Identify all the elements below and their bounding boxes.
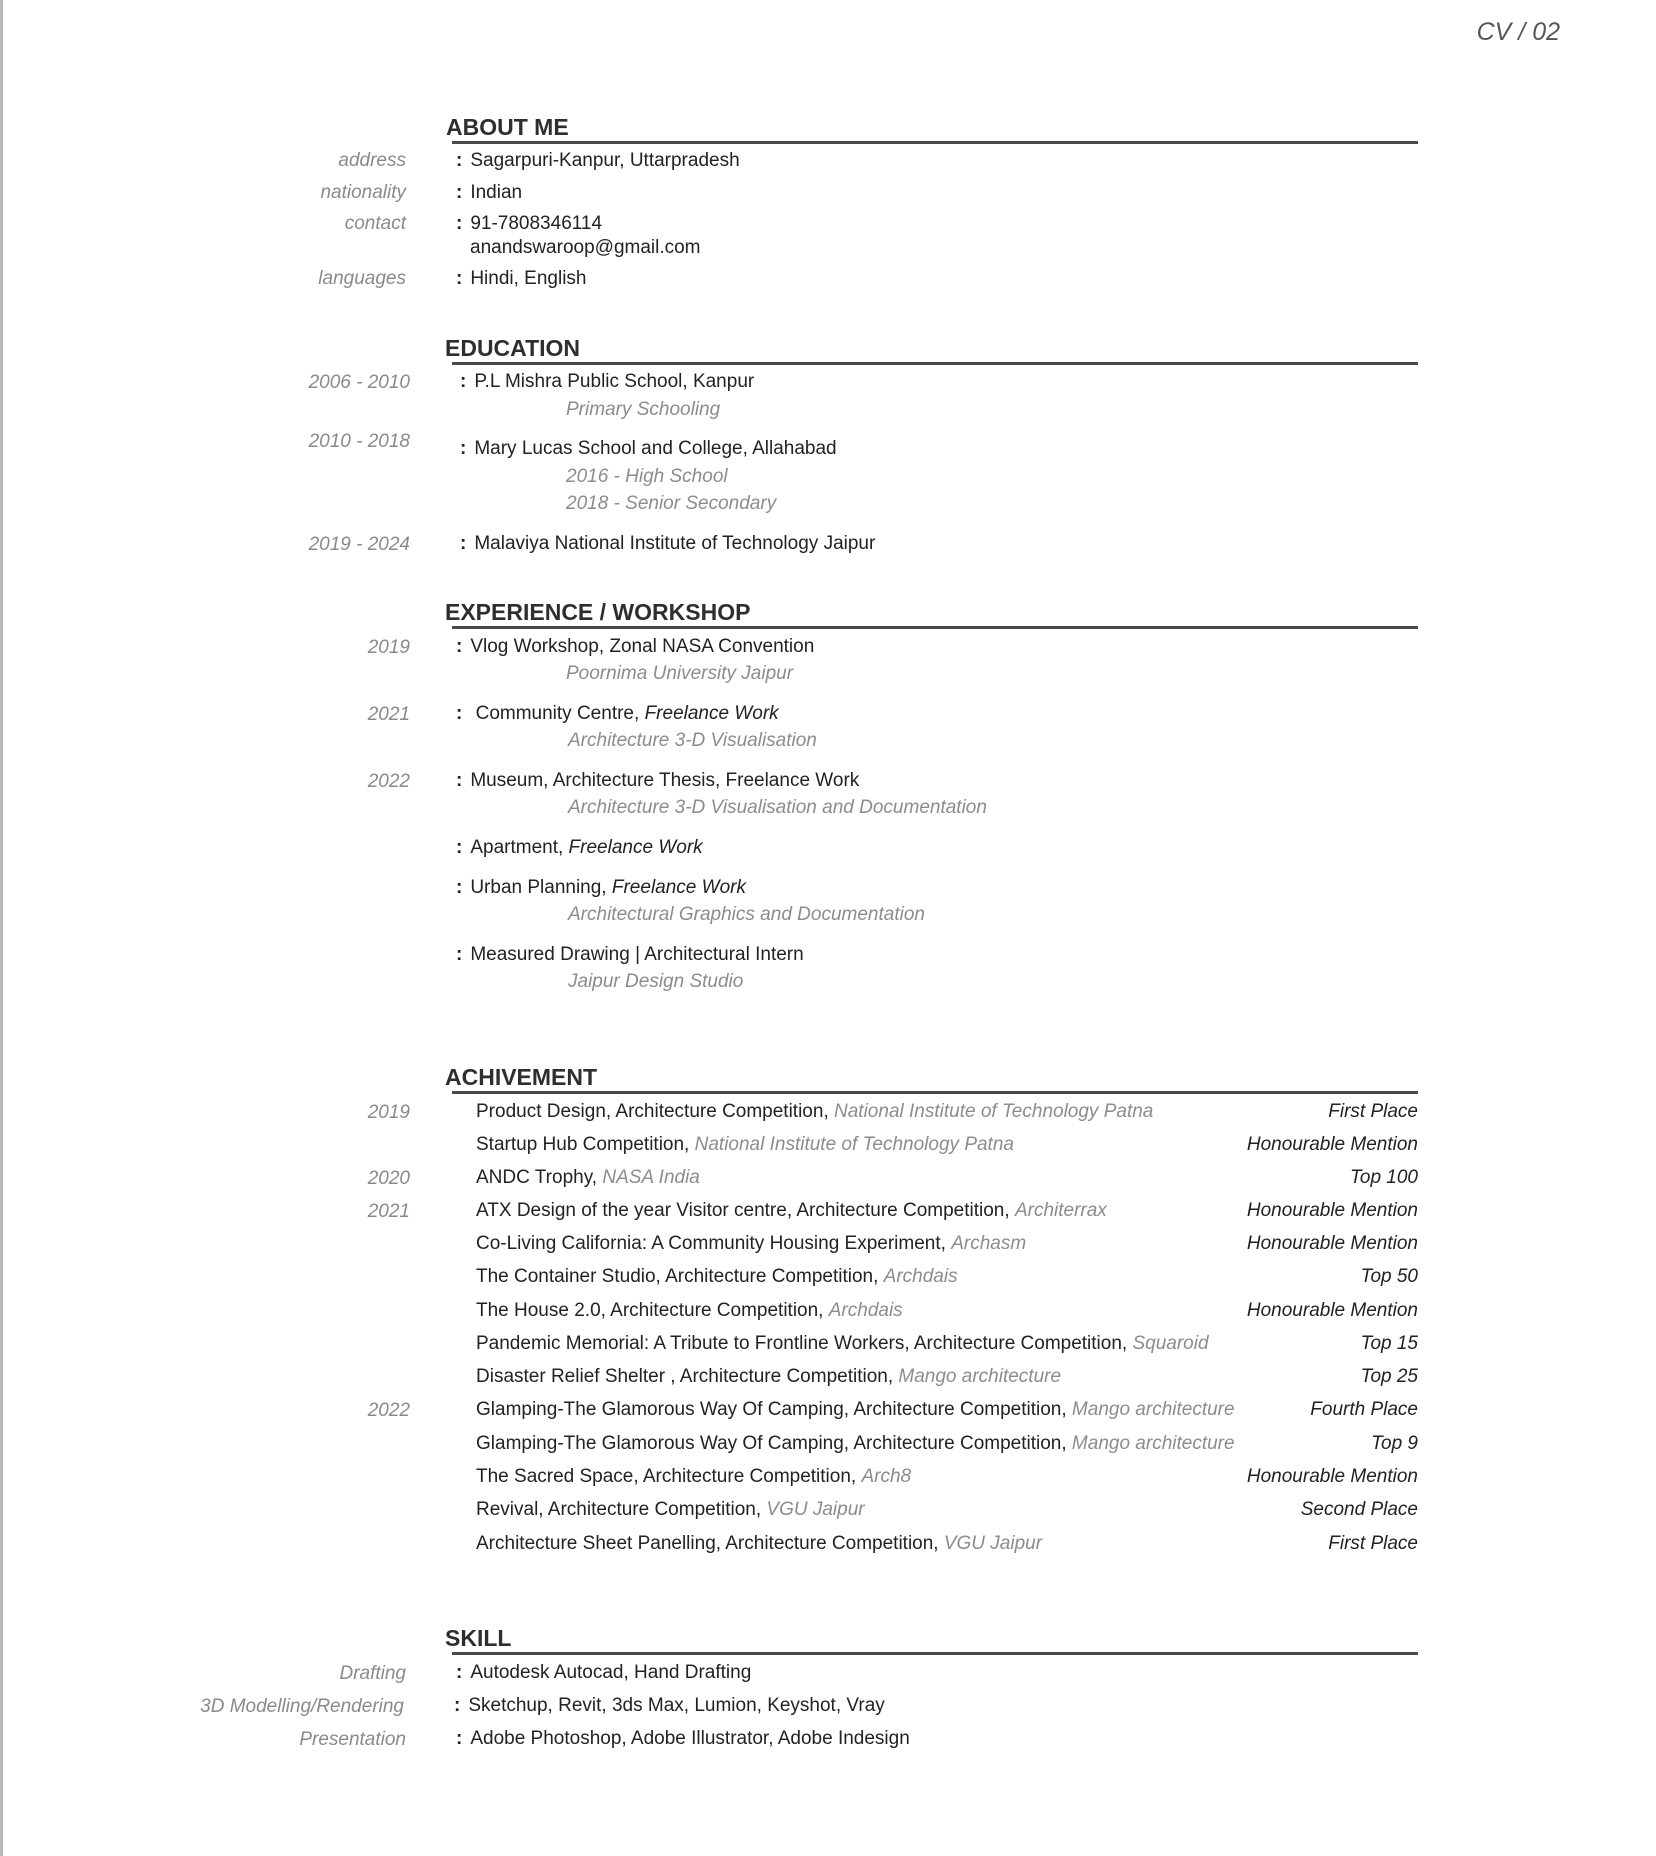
experience-item: : Museum, Architecture Thesis, Freelance Work — [456, 770, 860, 791]
achievement-year: 2022 — [367, 1400, 410, 1421]
skill-value: : Sketchup, Revit, 3ds Max, Lumion, Keyshot, Vray — [454, 1695, 885, 1716]
phone-value: : 91-7808346114 — [456, 213, 603, 234]
experience-sub: Architecture 3-D Visualisation — [568, 730, 817, 751]
achievement-row: The Sacred Space, Architecture Competition, Arch8 Honourable Mention — [476, 1466, 1418, 1487]
achievement-heading: ACHIVEMENT — [445, 1064, 598, 1090]
education-detail: 2016 - High School — [566, 466, 728, 487]
experience-sub: Architecture 3-D Visualisation and Documentation — [568, 797, 987, 818]
achievement-row: Co-Living California: A Community Housing Experiment, Archasm Honourable Mention — [476, 1233, 1418, 1254]
achievement-row: Product Design, Architecture Competition, National Institute of Technology Patna First Place — [476, 1101, 1418, 1122]
education-heading: EDUCATION — [445, 335, 581, 361]
address-label: address — [338, 150, 406, 171]
experience-heading: EXPERIENCE / WORKSHOP — [445, 599, 751, 625]
skill-value: : Adobe Photoshop, Adobe Illustrator, Adobe Indesign — [456, 1728, 910, 1749]
education-years: 2006 - 2010 — [308, 372, 410, 393]
education-school: : P.L Mishra Public School, Kanpur — [460, 371, 755, 392]
achievement-row: Architecture Sheet Panelling, Architecture Competition, VGU Jaipur First Place — [476, 1533, 1418, 1554]
education-detail: Primary Schooling — [566, 399, 721, 420]
education-years: 2019 - 2024 — [308, 534, 410, 555]
languages-label: languages — [318, 268, 406, 289]
skill-rule — [452, 1652, 1418, 1655]
achievement-year: 2021 — [367, 1201, 410, 1222]
achievement-row: ATX Design of the year Visitor centre, Architecture Competition, Architerrax Honourable Mention — [476, 1200, 1418, 1221]
skill-label: Drafting — [339, 1663, 406, 1684]
about-rule — [452, 141, 1418, 144]
achievement-row: Pandemic Memorial: A Tribute to Frontline Workers, Architecture Competition, Squaroid Top 15 — [476, 1333, 1418, 1354]
skill-label: 3D Modelling/Rendering — [200, 1696, 404, 1717]
achievement-row: The Container Studio, Architecture Competition, Archdais Top 50 — [476, 1266, 1418, 1287]
skill-heading: SKILL — [445, 1625, 512, 1651]
experience-year: 2021 — [367, 704, 410, 725]
achievement-year: 2019 — [367, 1102, 410, 1123]
skill-value: : Autodesk Autocad, Hand Drafting — [456, 1662, 752, 1683]
about-heading: ABOUT ME — [446, 114, 569, 140]
experience-sub: Architectural Graphics and Documentation — [568, 904, 925, 925]
achievement-row: The House 2.0, Architecture Competition, Archdais Honourable Mention — [476, 1300, 1418, 1321]
experience-sub: Jaipur Design Studio — [568, 971, 744, 992]
experience-rule — [452, 626, 1418, 629]
achievement-row: Disaster Relief Shelter , Architecture Competition, Mango architecture Top 25 — [476, 1366, 1418, 1387]
achievement-year: 2020 — [367, 1168, 410, 1189]
experience-year: 2019 — [367, 637, 410, 658]
achievement-row: Glamping-The Glamorous Way Of Camping, Architecture Competition, Mango architecture Top 9 — [476, 1433, 1418, 1454]
contact-label: contact — [344, 213, 406, 234]
education-school: : Mary Lucas School and College, Allahabad — [460, 438, 837, 459]
nationality-label: nationality — [320, 182, 406, 203]
address-value: : Sagarpuri-Kanpur, Uttarpradesh — [456, 150, 740, 171]
nationality-value: : Indian — [456, 182, 523, 203]
experience-year: 2022 — [367, 771, 410, 792]
education-rule — [452, 362, 1418, 365]
experience-item: : Measured Drawing | Architectural Intern — [456, 944, 804, 965]
education-detail: 2018 - Senior Secondary — [566, 493, 777, 514]
experience-item: : Apartment, Freelance Work — [456, 837, 703, 858]
experience-sub: Poornima University Jaipur — [566, 663, 794, 684]
experience-item: : Vlog Workshop, Zonal NASA Convention — [456, 636, 815, 657]
experience-item: : Community Centre, Freelance Work — [456, 703, 779, 724]
languages-value: : Hindi, English — [456, 268, 587, 289]
achievement-row: Startup Hub Competition, National Institute of Technology Patna Honourable Mention — [476, 1134, 1418, 1155]
experience-item: : Urban Planning, Freelance Work — [456, 877, 746, 898]
skill-label: Presentation — [299, 1729, 406, 1750]
education-years: 2010 - 2018 — [308, 431, 410, 452]
education-school: : Malaviya National Institute of Technology Jaipur — [460, 533, 876, 554]
achievement-row: ANDC Trophy, NASA India Top 100 — [476, 1167, 1418, 1188]
achievement-rule — [452, 1091, 1418, 1094]
email-value: anandswaroop@gmail.com — [470, 237, 701, 258]
achievement-row: Revival, Architecture Competition, VGU Jaipur Second Place — [476, 1499, 1418, 1520]
achievement-row: Glamping-The Glamorous Way Of Camping, Architecture Competition, Mango architecture Fourth Place — [476, 1399, 1418, 1420]
page-edge — [0, 0, 3, 1856]
page-number: CV / 02 — [1476, 18, 1560, 46]
